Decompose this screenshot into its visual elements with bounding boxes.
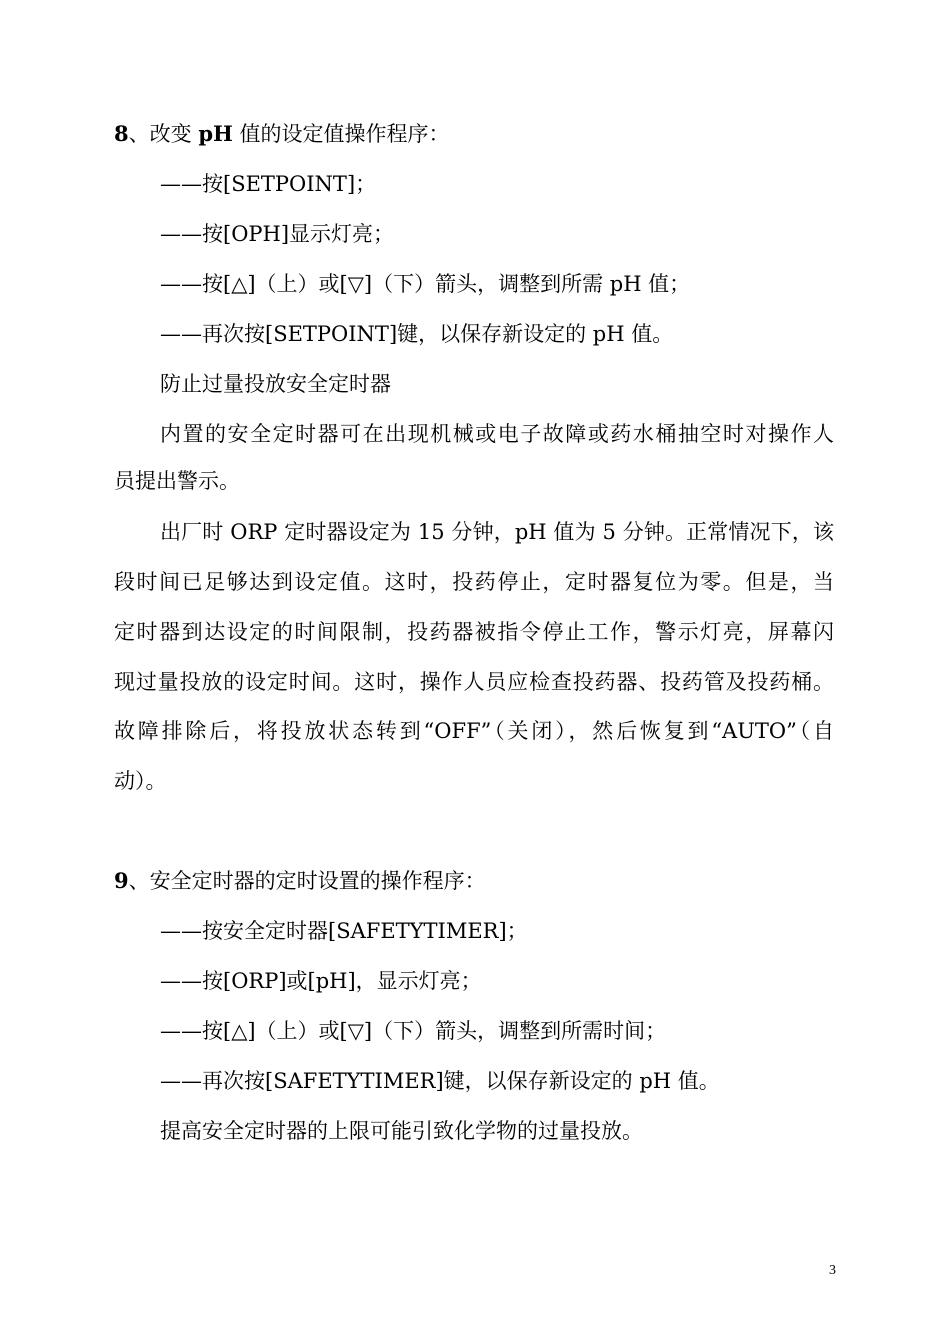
- section-9-number: 9: [114, 868, 129, 893]
- para2-line-1: 出厂时 ORP 定时器设定为 15 分钟，pH 值为 5 分钟。正常情况下，该: [160, 520, 834, 544]
- section-9-step-2: ——按[ORP]或[pH]，显示灯亮；: [160, 969, 482, 993]
- para2-line-4: 现过量投放的设定时间。这时，操作人员应检查投药器、投药管及投药桶。: [114, 670, 834, 694]
- para2-line-6: 动）。: [114, 769, 167, 793]
- section-8-title-post: 值的设定值操作程序：: [232, 122, 450, 146]
- section-8-step-1: ——按[SETPOINT]；: [160, 172, 377, 196]
- section-8-step-4: ——再次按[SETPOINT]键，以保存新设定的 pH 值。: [160, 322, 674, 346]
- para1-line-1: 内置的安全定时器可在出现机械或电子故障或药水桶抽空时对操作人: [160, 422, 834, 446]
- para2-line-2: 段时间已足够达到设定值。这时，投药停止，定时器复位为零。但是，当: [114, 570, 834, 594]
- section-9-step-1: ——按安全定时器[SAFETYTIMER]；: [160, 919, 528, 943]
- section-9-note: 提高安全定时器的上限可能引致化学物的过量投放。: [160, 1119, 643, 1143]
- section-8-title-pre: 、改变: [128, 122, 199, 146]
- safety-timer-subheading: 防止过量投放安全定时器: [160, 372, 391, 396]
- para1-line-2: 员提出警示。: [114, 469, 240, 493]
- section-8-heading: [114, 119, 450, 149]
- page-number: 3: [829, 1263, 836, 1278]
- section-9-title: 、安全定时器的定时设置的操作程序：: [128, 869, 486, 893]
- section-9-step-4: ——再次按[SAFETYTIMER]键，以保存新设定的 pH 值。: [160, 1069, 720, 1093]
- section-8-step-2: ——按[OPH]显示灯亮；: [160, 222, 395, 246]
- para2-line-5: 故障排除后，将投放状态转到“OFF”（关闭），然后恢复到“AUTO”（自: [114, 719, 834, 743]
- section-9-step-3: ——按[△]（上）或[▽]（下）箭头，调整到所需时间；: [160, 1019, 667, 1043]
- section-8-title-bold: pH: [198, 121, 233, 146]
- section-8-step-3: ——按[△]（上）或[▽]（下）箭头，调整到所需 pH 值；: [160, 272, 691, 296]
- section-9-heading: [114, 866, 486, 896]
- para2-line-3: 定时器到达设定的时间限制，投药器被指令停止工作，警示灯亮，屏幕闪: [114, 620, 834, 644]
- section-8-number: 8: [114, 121, 129, 146]
